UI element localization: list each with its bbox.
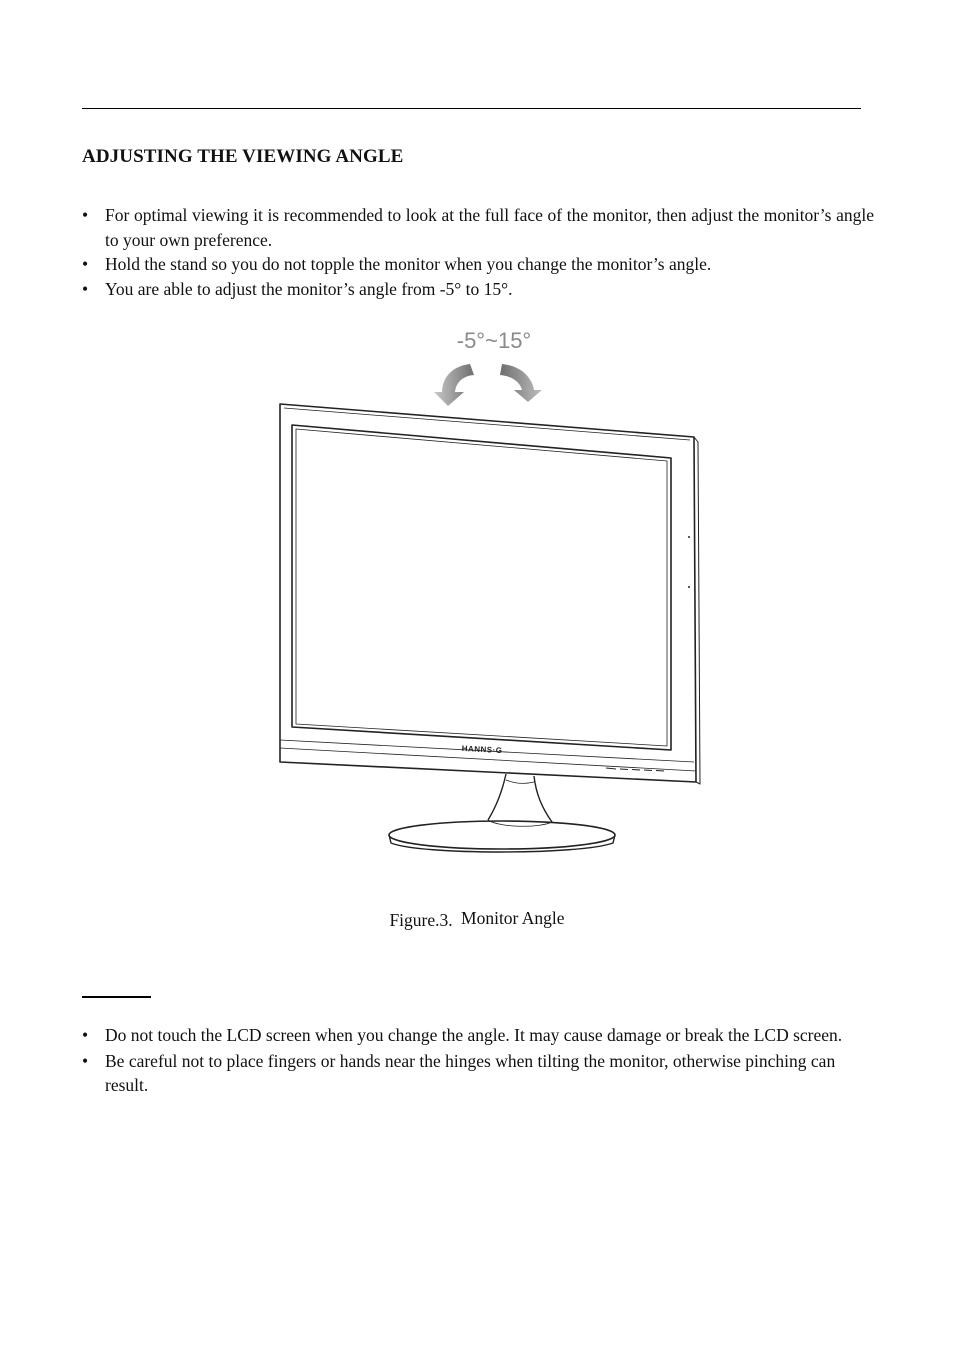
list-item-text: Be careful not to place fingers or hands near the hinges when tilting the monitor, otherwise pinching can result. [105,1050,836,1095]
bullet-icon: • [82,205,89,225]
list-item [82,277,874,302]
bullet-icon: • [82,1025,89,1045]
angle-label: -5°~15° [456,328,532,353]
brand-logo: HANNS·G [461,743,503,756]
header-rule [82,108,861,109]
list-item [82,203,874,252]
figure-caption [0,908,954,929]
caution-list [82,1023,874,1099]
rotate-arrows-icon [434,364,542,406]
monitor-illustration [280,404,700,852]
list-item-text: Do not touch the LCD screen when you change the angle. It may cause damage or break the LCD screen. [105,1025,843,1045]
bullet-icon: • [82,254,89,274]
list-item [82,1049,874,1098]
instruction-list [82,203,874,301]
list-item-text: For optimal viewing it is recommended to look at the full face of the monitor, then adjust the monitor’s angle to your own preference. [105,205,874,250]
list-item [82,1023,874,1048]
bullet-icon: • [82,1050,89,1071]
monitor-angle-figure [270,322,710,862]
section-heading: ADJUSTING THE VIEWING ANGLE [82,146,404,167]
list-item-text: You are able to adjust the monitor’s angle from -5° to 15°. [105,278,513,299]
note-underline [82,996,151,998]
caption-prefix: Figure.3. [389,910,453,930]
list-item-text: Hold the stand so you do not topple the monitor when you change the monitor’s angle. [105,254,712,274]
list-item [82,252,874,277]
caption-title: Monitor Angle [461,908,565,928]
bullet-icon: • [82,278,89,299]
